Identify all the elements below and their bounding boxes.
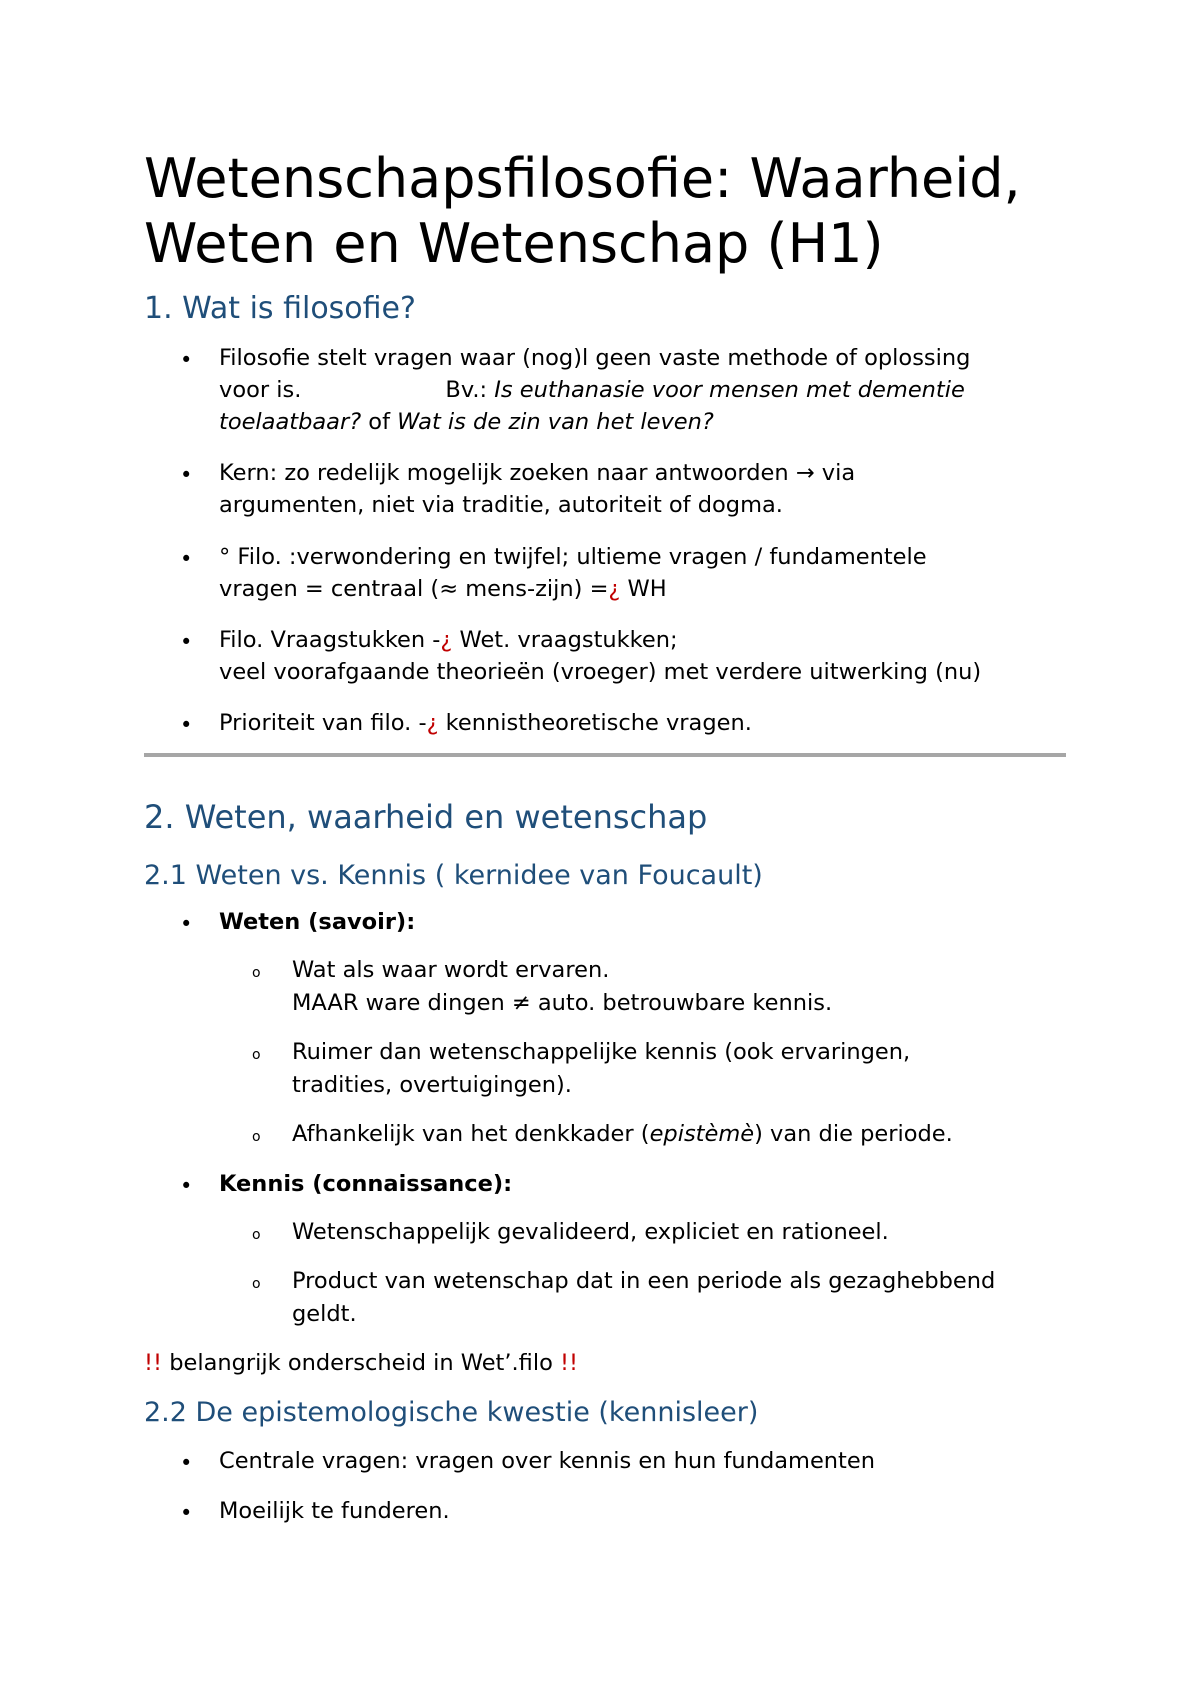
weten-item-2-line2: tradities, overtuigingen). — [292, 1072, 572, 1098]
s1-b3-line1: ° Filo. :verwondering en twijfel; ultieme vragen / fundamentele — [219, 544, 927, 570]
s1-b1-line3: toelaatbaar? of Wat is de zin van het leven? — [219, 409, 714, 435]
weten-item-3: Afhankelijk van het denkkader (epistèmè) van die periode. — [292, 1121, 953, 1147]
bullet-glyph: • — [180, 1501, 193, 1525]
s1-b2-line2: argumenten, niet via traditie, autoriteit of dogma. — [219, 492, 783, 518]
s1-b4-line2: veel voorafgaande theorieën (vroeger) met verdere uitwerking (nu) — [219, 659, 982, 685]
double-exclamation-mark: !! — [144, 1350, 163, 1376]
weten-item-1-line2: MAAR ware dingen ≠ auto. betrouwbare kennis. — [292, 990, 833, 1016]
inverted-question-mark: ¿ — [608, 576, 621, 602]
subbullet-glyph: o — [252, 1047, 261, 1063]
document-title-line-2: Weten en Wetenschap (H1) — [144, 212, 884, 275]
document-title-line-1: Wetenschapsfilosofie: Waarheid, — [144, 147, 1021, 210]
subbullet-glyph: o — [252, 965, 261, 981]
bullet-glyph: • — [180, 630, 193, 654]
weten-item-1-line1: Wat als waar wordt ervaren. — [292, 957, 610, 983]
section-2-2-heading: 2.2 De epistemologische kwestie (kennisleer) — [144, 1397, 759, 1428]
s1-b1-line2: voor is. Bv.: Is euthanasie voor mensen met dementie — [219, 377, 965, 403]
bullet-glyph: • — [180, 463, 193, 487]
kennis-item-2-line2: geldt. — [292, 1301, 357, 1327]
bullet-glyph: • — [180, 547, 193, 571]
subbullet-glyph: o — [252, 1129, 261, 1145]
s2-2-b2: Moeilijk te funderen. — [219, 1498, 450, 1524]
inverted-question-mark: ¿ — [440, 627, 453, 653]
section-2-heading: 2. Weten, waarheid en wetenschap — [144, 798, 708, 836]
s1-b4-line1: Filo. Vraagstukken -¿ Wet. vraagstukken; — [219, 627, 678, 653]
weten-item-2-line1: Ruimer dan wetenschappelijke kennis (ook ervaringen, — [292, 1039, 911, 1065]
weten-label: Weten (savoir): — [219, 909, 416, 935]
kennis-label: Kennis (connaissance): — [219, 1171, 513, 1197]
kennis-item-1: Wetenschappelijk gevalideerd, expliciet en rationeel. — [292, 1219, 889, 1245]
subbullet-glyph: o — [252, 1276, 261, 1292]
bullet-glyph: • — [180, 1451, 193, 1475]
kennis-item-2-line1: Product van wetenschap dat in een periode als gezaghebbend — [292, 1268, 996, 1294]
section-1-heading: 1. Wat is filosofie? — [144, 291, 416, 326]
inverted-question-mark: ¿ — [426, 710, 439, 736]
s1-b1-line1: Filosofie stelt vragen waar (nog)l geen vaste methode of oplossing — [219, 345, 971, 371]
bullet-glyph: • — [180, 713, 193, 737]
s1-b2-line1: Kern: zo redelijk mogelijk zoeken naar antwoorden → via — [219, 460, 856, 486]
subbullet-glyph: o — [252, 1227, 261, 1243]
section-2-1-heading: 2.1 Weten vs. Kennis ( kernidee van Foucault) — [144, 860, 763, 891]
horizontal-divider — [144, 753, 1066, 757]
double-exclamation-mark: !! — [560, 1350, 579, 1376]
bullet-glyph: • — [180, 912, 193, 936]
bullet-glyph: • — [180, 348, 193, 372]
bullet-glyph: • — [180, 1174, 193, 1198]
s2-2-b1: Centrale vragen: vragen over kennis en hun fundamenten — [219, 1448, 875, 1474]
important-note: !! belangrijk onderscheid in Wet’.filo !! — [144, 1350, 579, 1376]
s1-b3-line2: vragen = centraal (≈ mens-zijn) =¿ WH — [219, 576, 667, 602]
s1-b5-line: Prioriteit van filo. -¿ kennistheoretische vragen. — [219, 710, 752, 736]
